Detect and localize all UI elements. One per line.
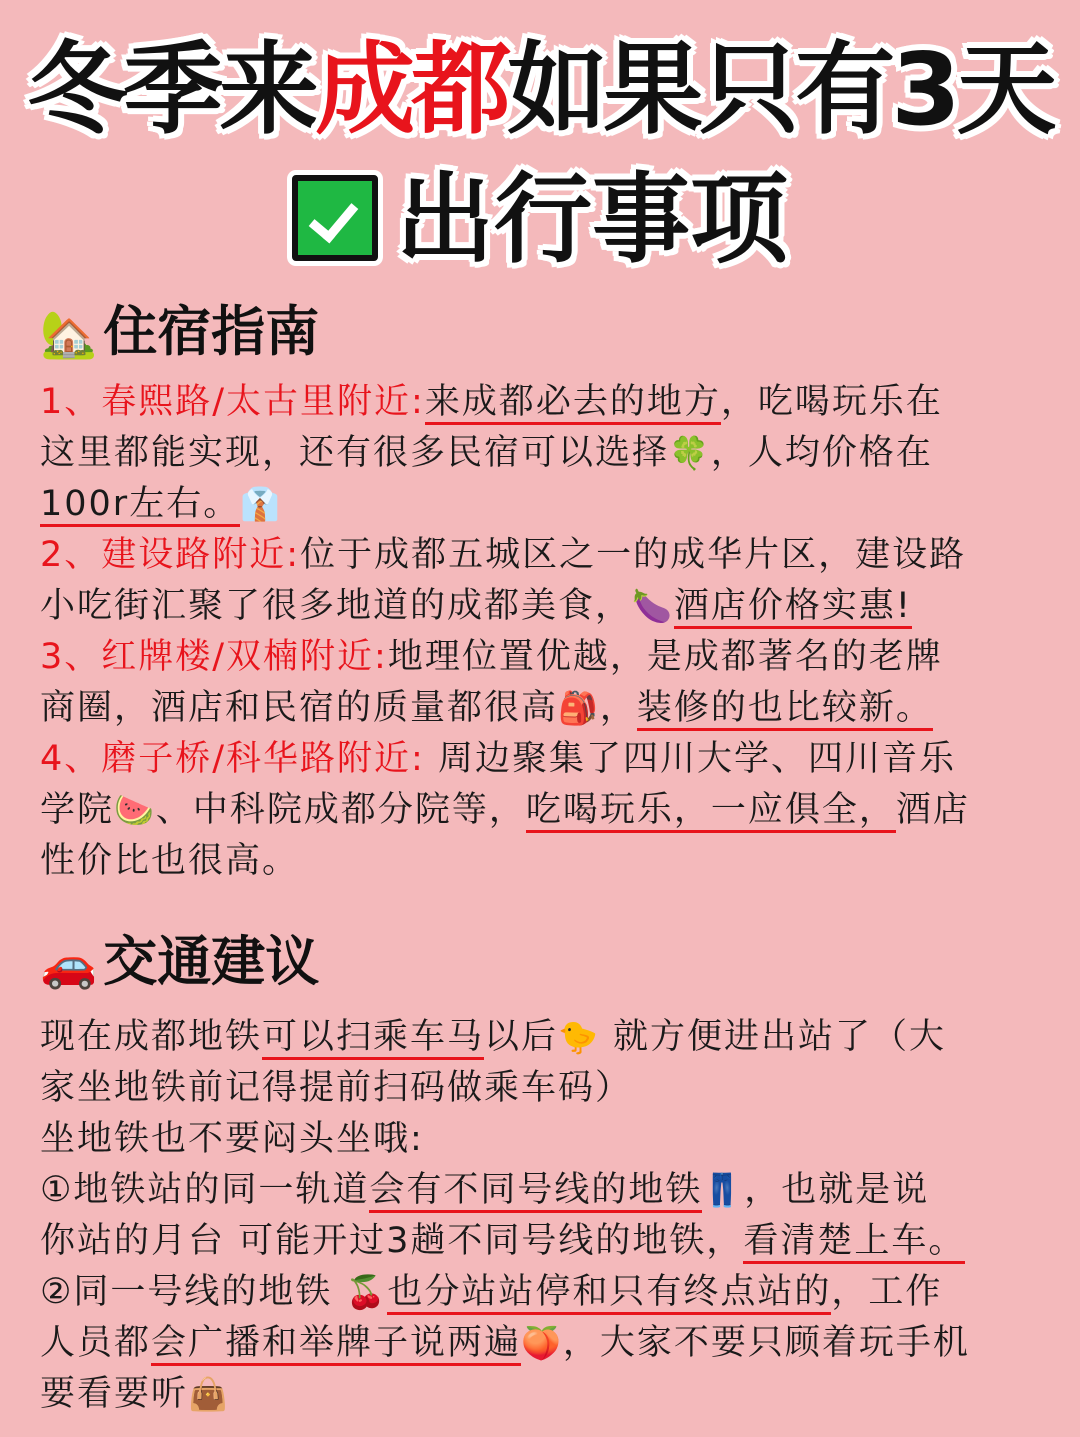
lodging-list: 1、春熙路/太古里附近:来成都必去的地方，吃喝玩乐在 这里都能实现，还有很多民宿可以选择🍀，人均价格在 100r左右。👔 2、建设路附近:位于成都五城区之一的成华片区，建设路 小吃街汇聚了很多地道的成都美食，🍆酒店价格实惠! 3、红牌楼/双楠附近:地理位置优越，是成都著名的老牌 商圈，酒店和民宿的质量都很高🎒，装修的也比较新。 4、磨子桥/科华路附近: 周边聚集了四川大学、四川音乐 学院🍉、中科院成都分院等，吃喝玩乐，一应俱全，酒店 性价比也很高。 (40, 377, 1050, 887)
title-part2: 如果只有3天 (507, 31, 1053, 148)
list-item: 1、春熙路/太古里附近:来成都必去的地方，吃喝玩乐在 (40, 377, 1050, 428)
eggplant-icon: 🍆 (632, 587, 674, 625)
list-item: 2、建设路附近:位于成都五城区之一的成华片区，建设路 (40, 535, 967, 575)
transport-list: 现在成都地铁可以扫乘车马以后🐤 就方便进出站了（大 家坐地铁前记得提前扫码做乘车码） 坐地铁也不要闷头坐哦: ①地铁站的同一轨道会有不同号线的地铁👖，也就是说 你站的月台 可能开过3趟不同号线的地铁，看清楚上车。 ②同一号线的地铁 🍒也分站站停和只有终点站的，工作 人员都会广播和举牌子说两遍🍑，大家不要只顾着玩手机 要看要听👜 (40, 1012, 1050, 1420)
transport-heading (40, 930, 319, 996)
cherries-icon: 🍒 (345, 1273, 388, 1311)
necktie-icon: 👔 (240, 485, 283, 523)
lodging-heading-text: 住宿指南 (103, 300, 320, 363)
list-item: ②同一号线的地铁 🍒也分站站停和只有终点站的，工作 (40, 1267, 1050, 1318)
handbag-icon: 👜 (188, 1375, 230, 1413)
jeans-icon: 👖 (702, 1171, 745, 1209)
backpack-icon: 🎒 (558, 689, 600, 727)
list-item: ①地铁站的同一轨道会有不同号线的地铁👖，也就是说 (40, 1165, 1050, 1216)
list-item: 3、红牌楼/双楠附近:地理位置优越，是成都著名的老牌 (40, 637, 943, 677)
house-icon: 🏡 (40, 307, 98, 361)
clover-icon: 🍀 (669, 434, 711, 472)
watermelon-icon: 🍉 (114, 791, 156, 829)
lodging-heading (40, 300, 319, 366)
page-subtitle (0, 160, 1080, 280)
peach-icon: 🍑 (521, 1324, 563, 1362)
chick-icon: 🐤 (558, 1018, 600, 1056)
title-part1: 冬季来 (27, 31, 316, 148)
check-mark-button-icon (292, 175, 378, 261)
page-title (0, 30, 1080, 150)
title-highlight: 成都 (315, 31, 508, 148)
subtitle-text: 出行事项 (395, 163, 788, 277)
car-icon: 🚗 (40, 937, 98, 991)
transport-heading-text: 交通建议 (103, 930, 320, 993)
list-item: 4、磨子桥/科华路附近: 周边聚集了四川大学、四川音乐 (40, 739, 956, 779)
